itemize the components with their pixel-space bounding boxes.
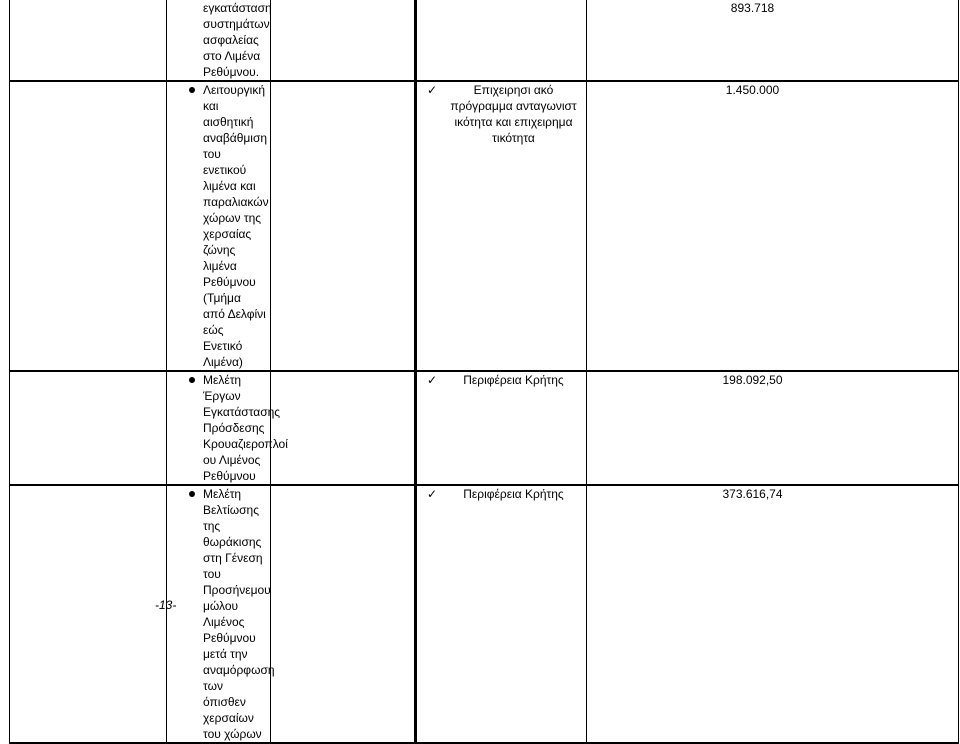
page-number: -13- (155, 598, 177, 612)
checkmark-icon: ✓ (427, 83, 438, 97)
funding-body-item (417, 486, 586, 502)
body-cell (416, 81, 587, 371)
list-item (181, 486, 275, 742)
amount-value: 1.450.000 (725, 83, 780, 97)
body-cell (416, 0, 587, 81)
empty-cell (10, 371, 167, 485)
description-cell (167, 0, 271, 81)
empty-cell (10, 485, 167, 743)
empty-cell (10, 0, 167, 81)
filled-circle-bullet-icon (189, 377, 195, 383)
table-row (10, 81, 959, 371)
filled-circle-bullet-icon (189, 491, 195, 497)
description-cell (167, 371, 288, 485)
table-row (10, 485, 959, 743)
description-text: εγκατάσταση συστημάτων ασφαλείας στο Λιμένα Ρεθύμνου. (203, 1, 272, 79)
funding-body-item (417, 82, 586, 146)
amount-cell (587, 81, 959, 371)
description-cell (167, 81, 271, 371)
empty-cell (271, 0, 416, 81)
amount-cell (587, 485, 959, 743)
amount-value: 373.616,74 (722, 487, 783, 501)
checkmark-icon: ✓ (427, 373, 438, 387)
table-row (10, 371, 959, 485)
empty-cell (271, 371, 416, 485)
body-cell (416, 371, 587, 485)
body-cell (416, 485, 587, 743)
description-text: Λειτουργική και αισθητική αναβάθμιση του ενετικού λιμένα και παραλιακών χώρων της χερσαίας ζώνης λιμένα Ρεθύμνου (Τμήμα από Δελφίνι εώς Ενετικό Λιμένα) (203, 83, 269, 369)
amount-value: 198.092,50 (722, 373, 783, 387)
funding-body-item (417, 372, 586, 388)
projects-table (9, 0, 959, 744)
empty-cell (271, 485, 416, 743)
funding-body-text: Επιχειρησι ακό πρόγραμμα ανταγωνιστ ικότητα και επιχειρημα τικότητα (450, 83, 577, 145)
description-cell (167, 485, 275, 743)
table-row (10, 0, 959, 81)
empty-cell (10, 81, 167, 371)
empty-cell (271, 81, 416, 371)
funding-body-text: Περιφέρεια Κρήτης (463, 487, 564, 501)
description-text: Μελέτη Βελτίωσης της θωράκισης στη Γένεση του Προσήνεμου μώλου Λιμένος Ρεθύμνου μετά την αναμόρφωση των όπισθεν χερσαίων του χώρων (203, 487, 275, 741)
description-text: Μελέτη Έργων Εγκατάστασης Πρόσδεσης Κρουαζιεροπλοί ου Λιμένος Ρεθύμνου (203, 373, 288, 483)
list-item (181, 82, 270, 370)
amount-cell (587, 0, 959, 81)
amount-cell (587, 371, 959, 485)
amount-value: 893.718 (730, 1, 775, 15)
checkmark-icon: ✓ (427, 487, 438, 501)
list-item (181, 372, 288, 484)
filled-circle-bullet-icon (189, 87, 195, 93)
funding-body-text: Περιφέρεια Κρήτης (463, 373, 564, 387)
